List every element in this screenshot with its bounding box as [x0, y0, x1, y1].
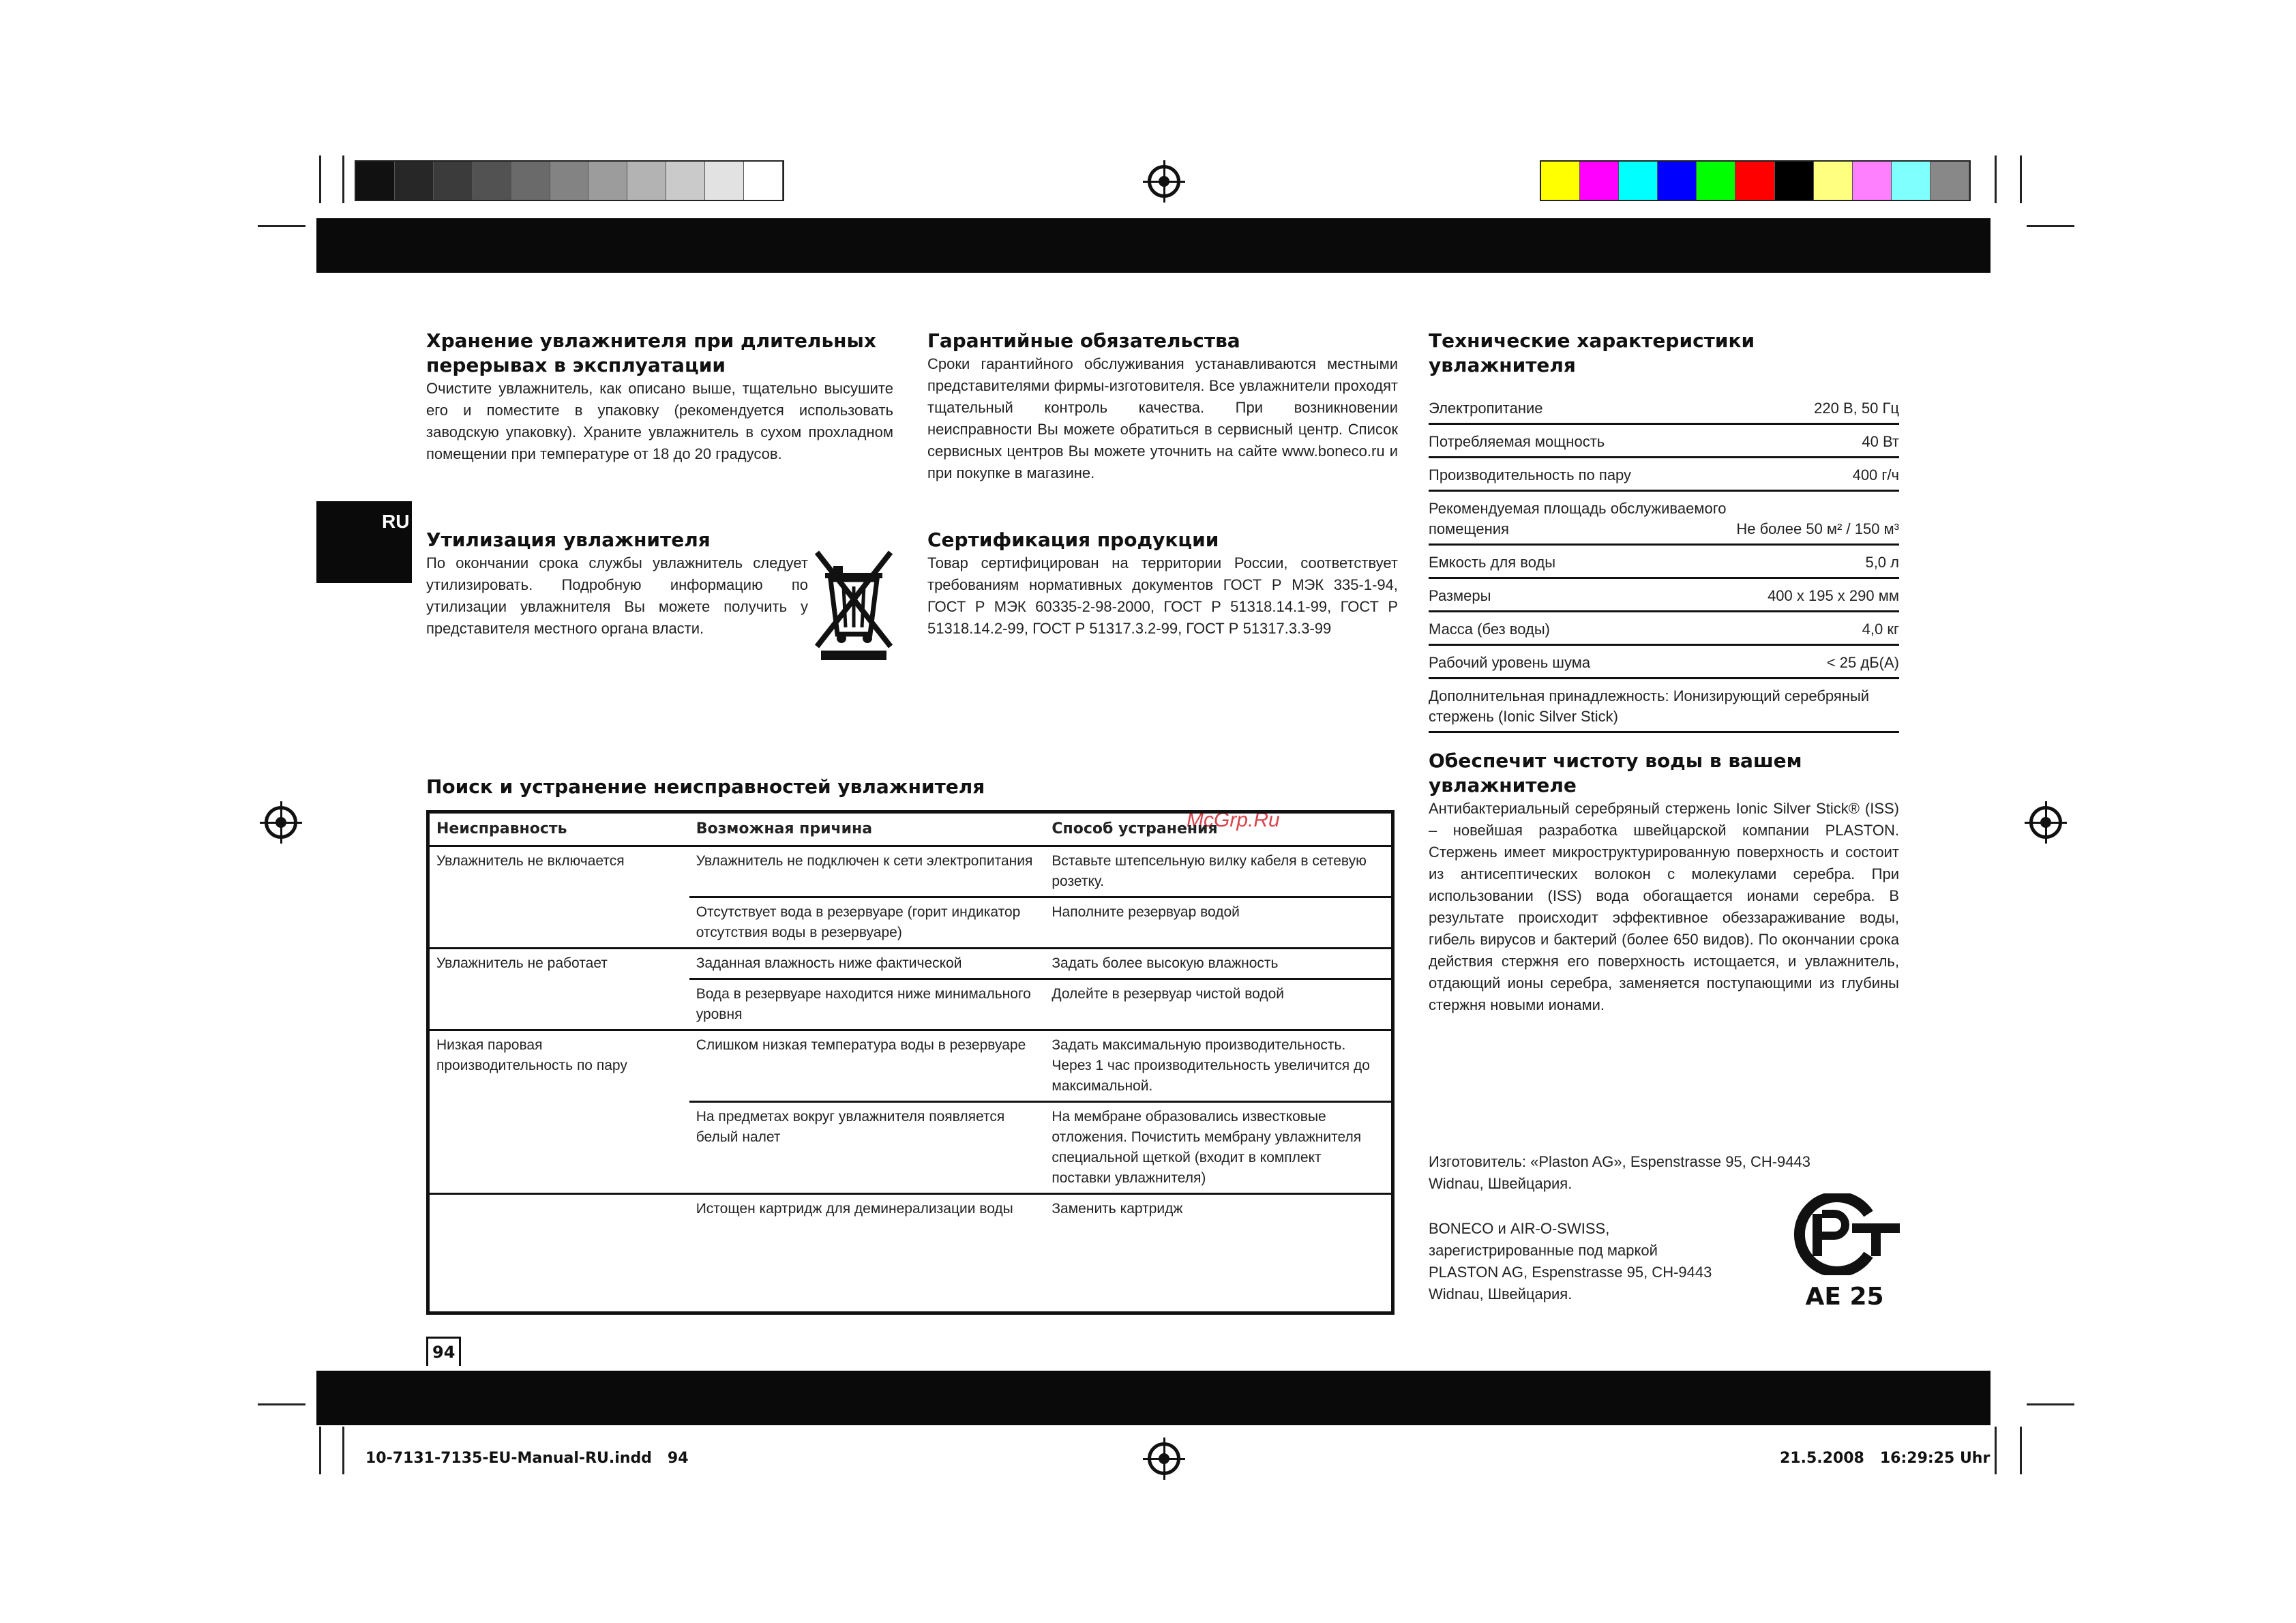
disposal-section	[426, 528, 808, 640]
crop-mark	[258, 225, 305, 227]
spec-value: 5,0 л	[1865, 554, 1899, 571]
spec-row	[1429, 546, 1899, 579]
specs-section	[1429, 329, 1899, 733]
grey-swatch	[550, 162, 589, 200]
spec-value: 400 x 195 x 290 мм	[1768, 587, 1899, 604]
spec-value: Не более 50 м² / 150 м³	[1736, 520, 1899, 537]
footer-timestamp: 21.5.2008 16:29:25 Uhr	[1780, 1450, 1991, 1467]
grey-swatch	[395, 162, 434, 200]
problem-cell: Увлажнитель не включается	[430, 846, 689, 949]
table-row	[430, 1194, 1391, 1224]
crop-mark	[319, 155, 321, 203]
registration-mark-icon	[2029, 806, 2062, 839]
spec-label: Размеры	[1429, 587, 1491, 604]
manufacturer-text: Изготовитель: «Plaston AG», Espenstrasse 95, CH-9443 Widnau, Швейцария.	[1429, 1153, 1810, 1192]
grey-swatch	[744, 162, 783, 200]
footer-bar	[316, 1371, 1991, 1425]
grey-swatch	[705, 162, 744, 200]
spec-value: 220 В, 50 Гц	[1814, 400, 1899, 417]
col-header: Неисправность	[430, 814, 689, 846]
brand-note: BONECO и AIR-O-SWISS, зарегистрированные под маркой PLASTON AG, Espenstrasse 95, CH-9443 Widnau, Швейцария.	[1429, 1220, 1712, 1302]
grey-swatch	[511, 162, 550, 200]
specs-title: Технические характеристики увлажнителя	[1429, 329, 1755, 376]
crop-mark	[2027, 225, 2074, 227]
water-section	[1429, 749, 1899, 1016]
spec-label: Дополнительная принадлежность: Ионизирующий серебряный стержень (Ionic Silver Stick)	[1429, 687, 1870, 725]
warranty-title: Гарантийные обязательства	[927, 329, 1240, 352]
registration-mark-icon	[1148, 1442, 1180, 1475]
crossed-bin-icon	[813, 539, 895, 661]
troubleshooting-title: Поиск и устранение неисправностей увлажнителя	[426, 775, 985, 798]
color-swatch	[1735, 162, 1774, 200]
fix-cell: Вставьте штепсельную вилку кабеля в сетевую розетку.	[1045, 846, 1391, 897]
warranty-text: Сроки гарантийного обслуживания устанавливаются местными представителями фирмы-изготовителя. Все увлажнители проходят тщательный контроль качества. При возникновении неисправности Вы можете обратиться в сервисный центр. Список сервисных центров Вы можете уточнить на сайте www.boneco.ru и при покупке в магазине.	[927, 355, 1398, 481]
grey-swatch	[473, 162, 511, 200]
spec-row	[1429, 391, 1899, 425]
fix-cell: Долейте в резервуар чистой водой	[1045, 979, 1391, 1030]
spec-row	[1429, 612, 1899, 646]
color-calibration-strip	[1540, 160, 1971, 201]
spec-value: 400 г/ч	[1852, 466, 1899, 483]
water-title: Обеспечит чистоту воды в вашем увлажнителе	[1429, 749, 1802, 796]
language-tab: RU	[316, 501, 412, 583]
crop-mark	[342, 155, 344, 203]
watermark: McGrp.Ru	[1187, 809, 1280, 831]
crop-mark	[2020, 1427, 2022, 1474]
cause-cell: Увлажнитель не подключен к сети электропитания	[689, 846, 1045, 897]
table-row	[430, 949, 1391, 979]
spec-label: Электропитание	[1429, 400, 1543, 417]
water-text: Антибактериальный серебряный стержень Ionic Silver Stick® (ISS) – новейшая разработка швейцарской компании PLASTON. Стержень имеет микроструктурированную поверхность и состоит из антисептических волокон с молекулами серебра. При использовании (ISS) вода обогащается ионами серебра. В результате происходит эффективное обеззараживание воды, гибель вирусов и бактерий (более 650 видов). По окончании срока действия стержня его поверхность истощается, и увлажнитель, отдающий ионы серебра, заменяется поступающими из глубины стержня новыми ионами.	[1429, 800, 1899, 1013]
fix-cell: На мембране образовались известковые отложения. Почистить мембрану увлажнителя специальной щеткой (входит в комплект поставки увлажнителя)	[1045, 1102, 1391, 1194]
spec-row	[1429, 492, 1899, 546]
fix-cell: Заменить картридж	[1052, 1201, 1183, 1217]
spec-label: Емкость для воды	[1429, 554, 1556, 571]
grey-swatch	[356, 162, 395, 200]
spec-row	[1429, 425, 1899, 458]
grey-swatch	[588, 162, 627, 200]
registration-mark-icon	[1148, 165, 1180, 198]
certification-section	[927, 528, 1398, 640]
spec-value: < 25 дБ(А)	[1826, 654, 1899, 671]
spec-row	[1429, 646, 1899, 679]
crop-mark	[1995, 1427, 1997, 1474]
page-number: 94	[426, 1337, 461, 1366]
crop-mark	[258, 1403, 305, 1405]
color-swatch	[1853, 162, 1892, 200]
footer-filename: 10-7131-7135-EU-Manual-RU.indd 94	[366, 1450, 689, 1467]
header-bar	[316, 218, 1991, 273]
registration-mark-icon	[265, 806, 297, 839]
certification-text: Товар сертифицирован на территории России, соответствует требованиям нормативных документов ГОСТ Р МЭК 335-1-94, ГОСТ Р МЭК 60335-2-98-2000, ГОСТ Р 51318.14.1-99, ГОСТ Р 51318.14.2-99, ГОСТ Р 51317.3.2-99, ГОСТ Р 51317.3.3-99	[927, 554, 1398, 637]
storage-section	[426, 329, 893, 465]
color-swatch	[1775, 162, 1814, 200]
fix-cell: Наполните резервуар водой	[1045, 897, 1391, 949]
spec-value: 4,0 кг	[1862, 621, 1899, 638]
pct-logo-icon	[1787, 1193, 1903, 1275]
certification-mark	[1787, 1193, 1903, 1323]
color-swatch	[1580, 162, 1619, 200]
color-swatch	[1930, 162, 1969, 200]
troubleshooting-table	[426, 810, 1395, 1315]
spec-value: 40 Вт	[1862, 433, 1899, 450]
problem-cell	[430, 1194, 689, 1224]
certification-title: Сертификация продукции	[927, 528, 1219, 551]
fix-cell: Задать максимальную производительность. Через 1 час производительность увеличится до максимальной.	[1045, 1030, 1391, 1102]
col-header: Возможная причина	[689, 814, 1045, 846]
cause-cell: Вода в резервуаре находится ниже минимального уровня	[689, 979, 1045, 1030]
spec-label: Масса (без воды)	[1429, 621, 1550, 638]
storage-title: Хранение увлажнителя при длительных перерывах в эксплуатации	[426, 329, 876, 376]
grey-swatch	[434, 162, 473, 200]
spec-row	[1429, 579, 1899, 612]
problem-cell: Низкая паровая производительность по пару	[430, 1030, 689, 1194]
spec-row	[1429, 458, 1899, 492]
problem-cell: Увлажнитель не работает	[430, 949, 689, 1030]
cause-cell: На предметах вокруг увлажнителя появляется белый налет	[689, 1102, 1045, 1194]
cause-cell: Истощен картридж для деминерализации воды	[696, 1201, 1013, 1217]
crop-mark	[2020, 155, 2022, 203]
spec-label: Потребляемая мощность	[1429, 433, 1605, 450]
disposal-text: По окончании срока службы увлажнитель следует утилизировать. Подробную информацию по утилизации увлажнителя Вы можете получить у представителя местного органа власти.	[426, 554, 808, 637]
cause-cell: Отсутствует вода в резервуаре (горит индикатор отсутствия воды в резервуаре)	[689, 897, 1045, 949]
color-swatch	[1619, 162, 1658, 200]
crop-mark	[342, 1427, 344, 1474]
grey-calibration-strip	[355, 160, 784, 201]
spec-label: Рабочий уровень шума	[1429, 654, 1591, 671]
warranty-section	[927, 329, 1398, 484]
crop-mark	[319, 1427, 321, 1474]
table-row	[430, 1030, 1391, 1102]
color-swatch	[1541, 162, 1580, 200]
col-header: Способ устранения	[1045, 814, 1391, 846]
spec-label: Производительность по пару	[1429, 466, 1632, 483]
color-swatch	[1658, 162, 1697, 200]
color-swatch	[1697, 162, 1735, 200]
grey-swatch	[666, 162, 705, 200]
crop-mark	[1995, 155, 1997, 203]
grey-swatch	[627, 162, 666, 200]
cause-cell: Слишком низкая температура воды в резервуаре	[689, 1030, 1045, 1102]
fix-cell: Задать более высокую влажность	[1045, 949, 1391, 979]
spec-row	[1429, 679, 1899, 733]
color-swatch	[1892, 162, 1930, 200]
disposal-title: Утилизация увлажнителя	[426, 528, 711, 551]
table-row	[430, 846, 1391, 897]
cause-cell: Заданная влажность ниже фактической	[689, 949, 1045, 979]
crop-mark	[2027, 1403, 2074, 1405]
spec-label: Рекомендуемая площадь обслуживаемого помещения	[1429, 500, 1727, 537]
storage-text: Очистите увлажнитель, как описано выше, тщательно высушите его и поместите в упаковку (рекомендуется использовать заводскую упаковку). Храните увлажнитель в сухом прохладном помещении при температуре от 18 до 20 градусов.	[426, 380, 893, 462]
specs-table	[1429, 391, 1899, 733]
cert-code: AE 25	[1805, 1283, 1884, 1311]
color-swatch	[1814, 162, 1853, 200]
